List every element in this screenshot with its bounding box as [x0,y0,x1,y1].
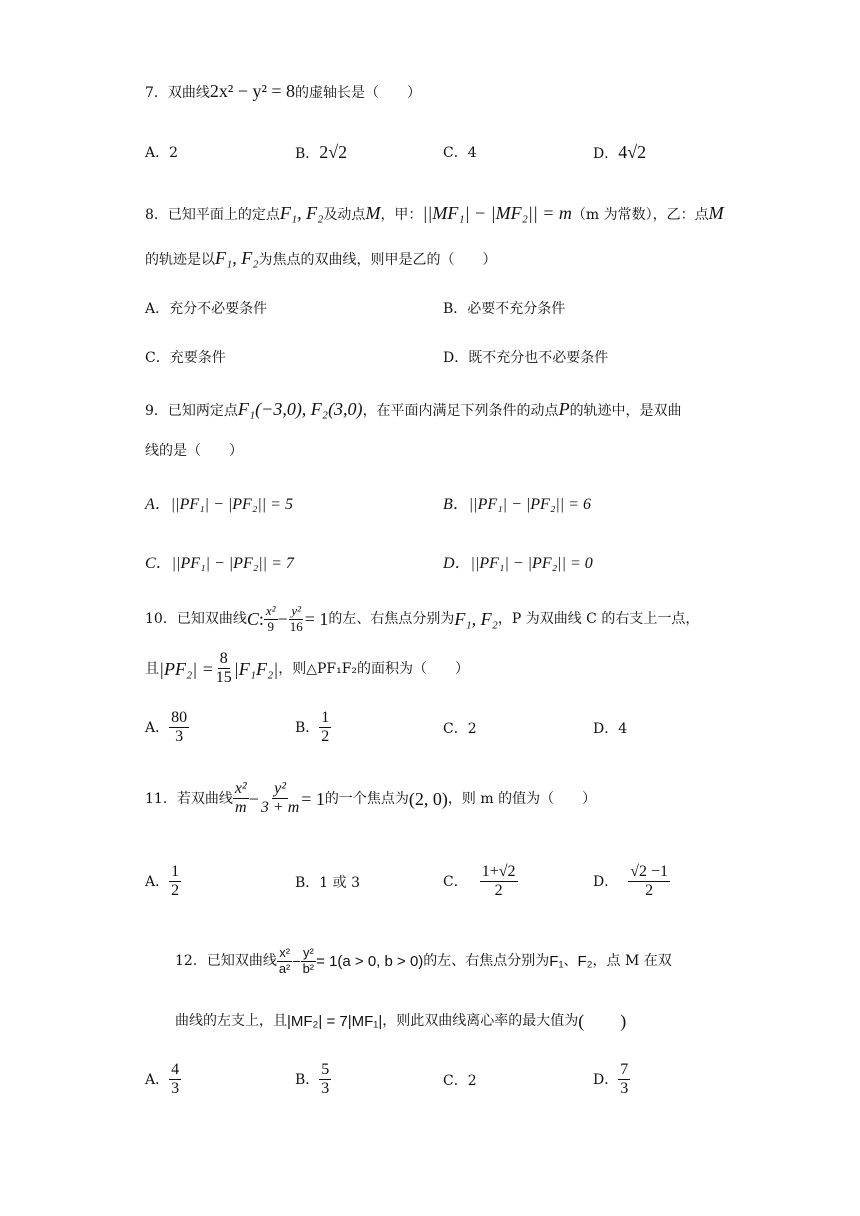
q8-option-a[interactable]: A．充分不必要条件 [145,301,268,317]
q11-eq-tail: = 1 [301,788,325,809]
q9-points: F₁(−3,0), F₂(3,0) [237,399,363,419]
q11-option-c-label: C． [443,873,468,890]
q7-option-c[interactable]: C．4 [443,145,477,161]
q12-option-a-label: A． [145,1071,170,1088]
q8-text: 8．已知平面上的定点 [145,207,280,223]
q7-text: 双曲线 [167,85,210,101]
q7-option-d[interactable] [593,143,646,161]
q11-d-den: 2 [645,882,654,900]
q11-c-num: 1+√2 [480,863,518,882]
q8-point-m: M [365,203,381,223]
q10-option-b-frac [319,709,331,747]
q10-text-post: ，P 为双曲线 C 的右支上一点， [497,611,700,628]
q12-option-a[interactable] [145,1061,181,1099]
q11-focus-point: (2, 0) [408,788,448,809]
q12-text-mid: 的左、右焦点分别为 [423,953,550,970]
q12-frac-y [301,946,317,977]
q7-equation: 2x² − y² = 8 [209,81,296,101]
q10-text-line2: 且 [145,660,159,677]
q10-b-den: 2 [321,728,330,746]
q12-text: 12．已知双曲线 [175,953,277,970]
q12-d-den: 3 [620,1080,629,1098]
q7-text-end: 的虚轴长是（ ） [295,85,422,101]
q12-f2: F₂ [577,952,593,970]
q11-frac-x [233,780,249,818]
q7-option-b[interactable] [295,143,347,161]
q10-frac-y-num: y² [291,603,302,618]
q9-point-p: P [558,399,570,419]
q10-frac-x-num: x² [265,603,276,618]
q12-f1: F₁ [549,952,564,970]
q8-stem-line2 [145,249,497,267]
q8-point-m2: M [708,203,724,223]
q12-condition: |MF₂| = 7|MF₁| [287,1012,383,1030]
q10-frac-x-den: 9 [267,618,274,634]
q9-text-end: 的轨迹中，是双曲 [569,403,682,419]
q8-option-d[interactable]: D．既不充分也不必要条件 [443,350,609,366]
q12-frac-y-den: b² [302,960,315,976]
q7-option-b-value: 2√2 [319,142,348,162]
q11-text-mid: 的一个焦点为 [324,790,409,807]
q10-stem-line1: 10．已知双曲线 C : $\frac{\text{x²}}{9}$ − $\frac{\text{y²}}{16}$ = 1 的左、右焦点分别为 F₁, F₂ ，P 为双曲线 C 的右支上一点， [145,603,700,634]
q10-frac-y [288,604,305,635]
q12-a-den: 3 [171,1080,180,1098]
q12-text-line2-end: ，则此双曲线离心率的最大值为 [382,1013,579,1029]
q10-stem-line2 [145,650,469,688]
q7-option-d-value: 4√2 [618,142,647,162]
q9-text-mid: ，在平面内满足下列条件的动点 [362,403,559,419]
q12-option-b[interactable] [295,1061,331,1099]
q12-stem-line1: 12．已知双曲线 $\frac{\text{x²}}{\text{a²}}$ − $\frac{\text{y²}}{\text{b²}}$ = 1(a > 0, b > 0) 的左、右焦点分别为 F₁ 、 F₂ ，点 M 在双 [175,945,672,976]
q11-stem: 11．若双曲线 $\frac{\text{x²}}{m}$ − $\frac{\text{y²}}{3 + m}$ = 1 的一个焦点为 (2, 0) ，则 m 的值为（ ） [145,780,597,817]
q10-option-a[interactable] [145,709,189,747]
q12-option-a-frac [169,1061,181,1099]
q9-text: 9．已知两定点 [145,403,238,419]
q8-stem-line1 [145,204,724,222]
q11-frac-x-num: x² [233,780,249,799]
q12-stem-line2 [175,1012,626,1030]
q11-option-b[interactable]: B．1 或 3 [295,875,361,891]
q11-option-a-label: A． [145,873,170,890]
q10-frac-x [264,604,278,635]
q11-frac-y-num: y² [272,780,288,799]
q7-option-b-label: B． [295,146,320,162]
q7-number: 7． [145,85,168,101]
q11-d-num: √2 −1 [628,863,670,882]
q11-option-d[interactable] [593,863,670,901]
q10-option-d[interactable]: D．4 [593,721,628,737]
q11-option-d-label: D． [593,873,619,890]
q7-option-a[interactable]: A．2 [145,145,179,161]
q10-a-num: 80 [169,709,189,728]
q12-answer-paren: ( ) [578,1011,627,1031]
q12-frac-y-num: y² [302,945,314,960]
q10-curve-c: C [246,609,259,630]
q12-option-d[interactable] [593,1061,630,1099]
q11-c-den: 2 [494,882,503,900]
q9-option-d[interactable]: D．||PF₁| − |PF₂|| = 0 [443,555,593,572]
q7-stem [145,82,421,100]
q12-frac-x-num: x² [279,945,291,960]
q8-foci-2: F₁, F₂ [215,248,259,268]
q12-d-num: 7 [618,1061,630,1080]
q10-option-a-label: A． [145,719,170,736]
q8-text-post: （m 为常数），乙：点 [571,207,709,223]
q10-text-line2-end: ，则△PF₁F₂的面积为（ ） [278,660,470,677]
q12-option-c[interactable]: C．2 [443,1073,477,1089]
q12-option-d-frac [618,1061,630,1099]
q12-text-post: ，点 M 在双 [592,953,672,970]
q12-option-b-label: B． [295,1071,320,1088]
q11-option-a-frac [169,863,181,901]
q7-option-d-label: D． [593,146,619,162]
q11-frac-y [259,780,301,818]
q12-frac-x-den: a² [278,960,291,976]
q8-text-line2: 的轨迹是以 [145,252,215,268]
q11-option-c-frac [480,863,518,901]
q8-text-line2-end: 为焦点的双曲线，则甲是乙的（ ） [258,252,497,268]
q11-frac-y-den: 3 + m [260,799,300,817]
q10-b-num: 1 [319,709,331,728]
q10-text-mid: 的左、右焦点分别为 [328,611,455,628]
q10-foci: F₁, F₂ [454,609,498,630]
q12-b-den: 3 [321,1080,330,1098]
q11-text-post: ，则 m 的值为（ ） [447,790,597,807]
q11-frac-x-den: m [235,799,247,817]
q11-option-a[interactable] [145,863,181,901]
q10-option-c[interactable]: C．2 [443,721,477,737]
q8-foci: F₁, F₂ [279,203,324,223]
q9-option-c[interactable]: C．||PF₁| − |PF₂|| = 7 [145,555,294,572]
q8-text-jia: ，甲： [380,207,423,223]
q12-b-num: 5 [319,1061,331,1080]
q10-ratio-num: 8 [218,650,230,669]
q8-condition: ||MF₁| − |MF₂|| = m [422,203,572,223]
q8-text-mid: 及动点 [323,207,366,223]
q11-text: 11．若双曲线 [145,790,233,807]
q9-option-a[interactable]: A．||PF₁| − |PF₂|| = 5 [145,496,293,513]
q12-option-d-label: D． [593,1071,619,1088]
q8-option-c[interactable]: C．充要条件 [145,350,226,366]
q10-text: 10．已知双曲线 [145,611,247,628]
q10-option-b[interactable] [295,709,331,747]
q10-frac-ratio [214,650,234,688]
q11-a-num: 1 [169,863,181,882]
q10-ratio-den: 15 [215,669,232,687]
q11-option-d-frac [628,863,670,901]
q9-stem-line1 [145,400,682,418]
q12-frac-x [277,946,293,977]
q9-stem-line2: 线的是（ ） [145,443,243,459]
q9-option-b[interactable]: B．||PF₁| − |PF₂|| = 6 [443,496,591,513]
q10-a-den: 3 [175,728,184,746]
q10-eq-tail: = 1 [304,609,329,630]
q11-a-den: 2 [171,882,180,900]
q12-eq-tail: = 1(a > 0, b > 0) [316,952,424,970]
q10-pf2: |PF₂| = [159,658,214,679]
q11-option-c[interactable] [443,863,518,901]
q10-frac-y-den: 16 [289,618,303,634]
q12-option-b-frac [319,1061,331,1099]
q10-option-a-frac [169,709,189,747]
q10-option-b-label: B． [295,719,320,736]
q12-sep: 、 [563,953,578,970]
q8-option-b[interactable]: B．必要不充分条件 [443,301,566,317]
q12-a-num: 4 [169,1061,181,1080]
q12-text-line2: 曲线的左支上，且 [175,1013,287,1029]
q10-f1f2: |F₁F₂| [233,658,279,679]
